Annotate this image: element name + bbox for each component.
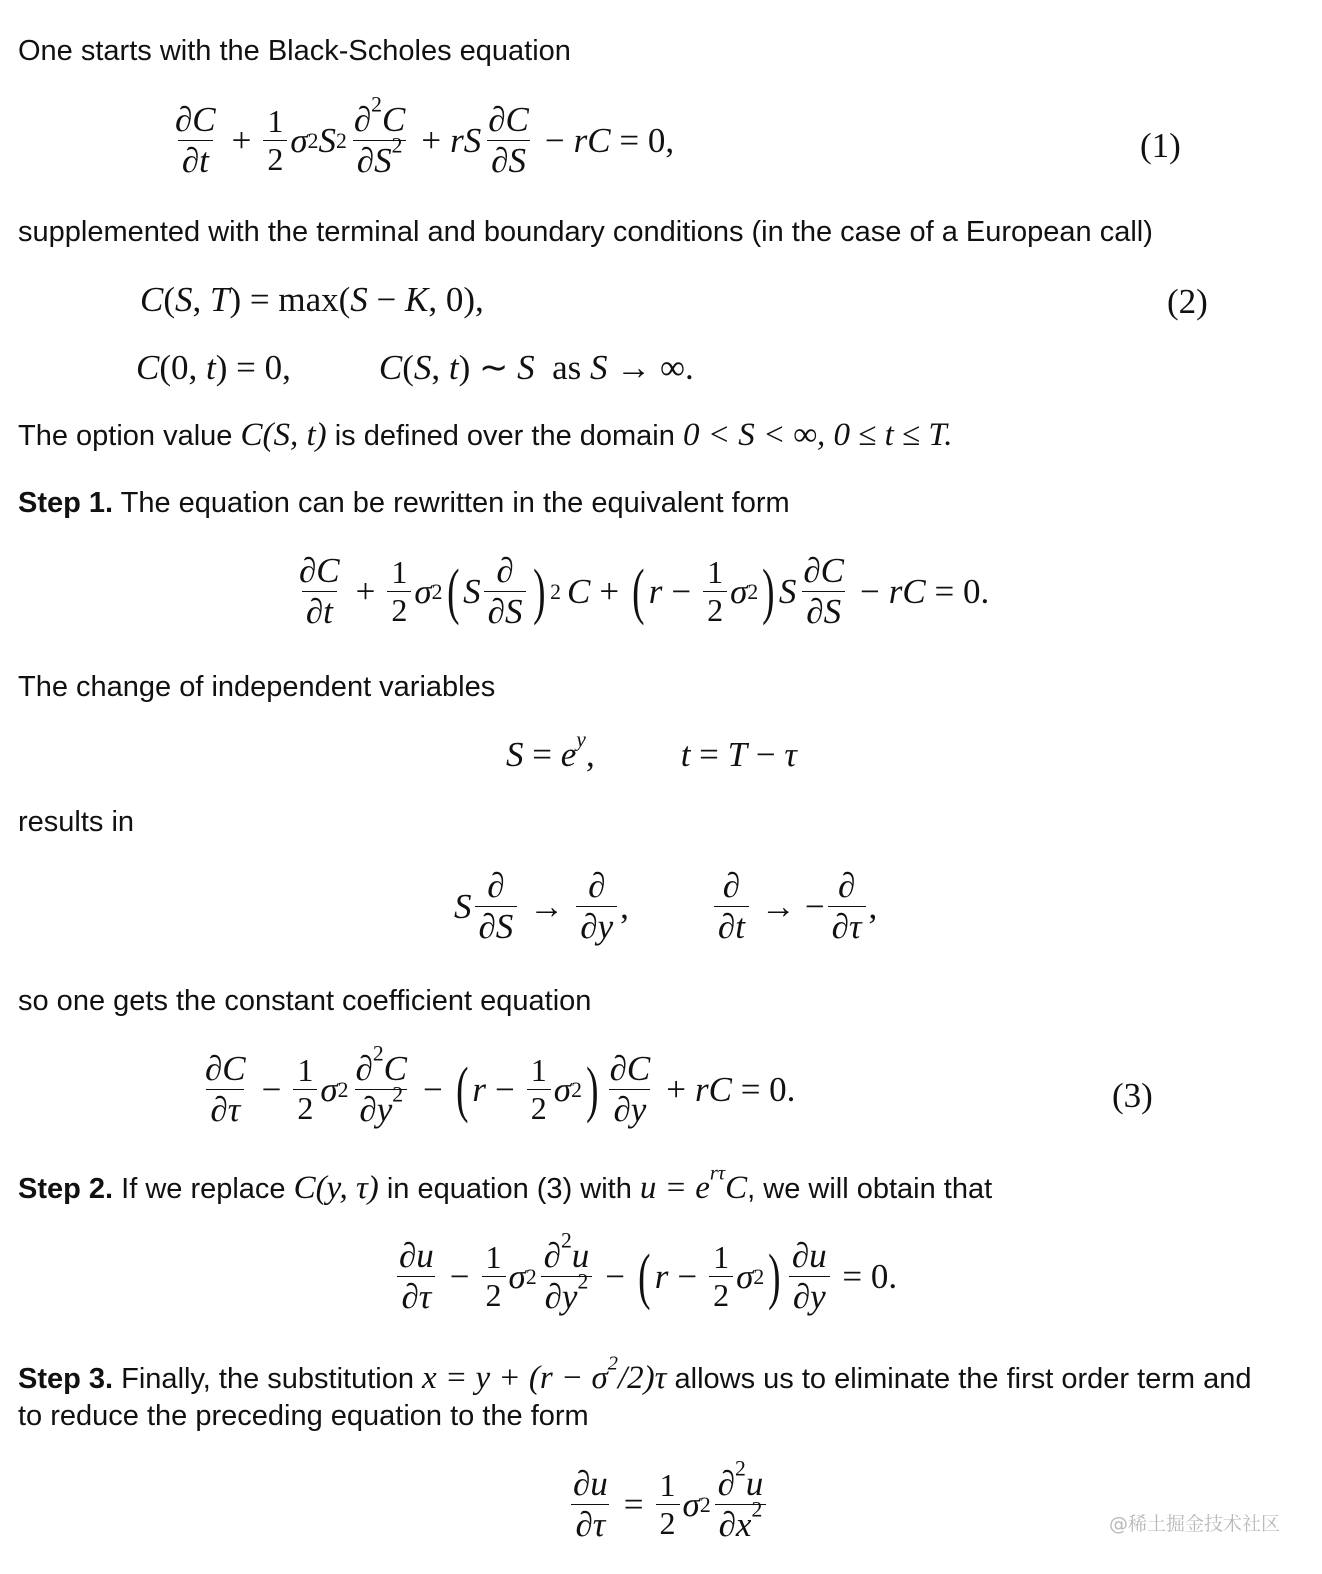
equation-heat: $\frac{\partial u}{\partial\tau}$ = $\frac{1}{2}$ σ 2 ∂$^2$u $\partial x^2$: [566, 1464, 770, 1546]
option-value-part1: The option value: [18, 420, 241, 452]
supplemented-text: supplemented with the terminal and boundary conditions (in the case of a European call): [18, 216, 1153, 248]
equation-2-boundary: C(0, t) = 0, C(S, t) ∼ S as S → ∞.: [136, 348, 694, 387]
step2-text: [18, 1162, 993, 1207]
step2-body-2: in equation (3) with: [378, 1173, 640, 1205]
equation-operator-map: S ∂ ∂S → ∂ ∂y , ∂ ∂t → − ∂ ∂τ ,: [454, 866, 878, 947]
step1-body: The equation can be rewritten in the equivalent form: [113, 487, 790, 519]
step3-line2: to reduce the preceding equation to the form: [18, 1400, 589, 1432]
step2-math-2-base: u = e: [639, 1170, 710, 1206]
option-value-text: [18, 417, 953, 454]
step2-body-3: , we will obtain that: [747, 1173, 993, 1205]
change-vars-text: The change of independent variables: [18, 671, 496, 703]
equation-number-3: (3): [1112, 1076, 1153, 1115]
equation-number-2: (2): [1167, 282, 1208, 321]
so-one-gets-text: so one gets the constant coefficient equation: [18, 985, 592, 1017]
intro-text: One starts with the Black-Scholes equation: [18, 35, 571, 67]
step3-math-base: x = y + (r − σ: [422, 1360, 608, 1396]
step3-text: [18, 1352, 1252, 1397]
results-in-text: results in: [18, 806, 135, 838]
option-value-part2: is defined over the domain: [326, 420, 683, 452]
option-value-math: C(S, t): [240, 417, 327, 453]
step3-body-1: Finally, the substitution: [113, 1363, 423, 1395]
step3-math: [422, 1352, 667, 1396]
step2-math-1: C(y, τ): [293, 1170, 379, 1206]
step3-math-end: /2)τ: [617, 1360, 667, 1396]
step2-math-2-sup: rτ: [709, 1162, 726, 1185]
step1-text: [18, 485, 790, 521]
step3-math-sup: 2: [607, 1352, 618, 1375]
step3-label: Step 3.: [18, 1363, 114, 1395]
watermark: @稀土掘金技术社区: [1108, 1513, 1280, 1535]
equation-number-1: (1): [1140, 126, 1181, 165]
equation-step1: ∂C ∂t + $\frac{1}{2}$ σ 2 ( S ∂ ∂S ) 2 C + ( r − $\frac{1}{2}$ σ 2 ) S ∂C ∂S − rC = 0.: [299, 551, 990, 632]
step1-label: Step 1.: [18, 487, 114, 519]
step3-body-2: allows us to eliminate the first order term and: [666, 1363, 1252, 1395]
step2-math-2: [639, 1162, 748, 1206]
equation-change-vars: $S = e^y$, t = T − τ: [506, 727, 797, 774]
step2-label: Step 2.: [18, 1173, 114, 1205]
equation-1: ∂C ∂t + $\frac{1}{2}$ σ 2 S 2 ∂$^2$C $\partial S^2$ + rS ∂C ∂S − rC = 0,: [175, 92, 675, 181]
step2-body-1: If we replace: [113, 1173, 294, 1205]
equation-2-terminal: C(S, T) = max(S − K, 0),: [140, 280, 484, 319]
domain-math: 0 < S < ∞, 0 ≤ t ≤ T.: [682, 417, 953, 453]
step2-math-2-end: C: [725, 1170, 748, 1206]
equation-step2: ∂u ∂τ − $\frac{1}{2}$ σ 2 ∂$^2$u $\partial y^2$ − ( r − $\frac{1}{2}$ σ 2 ) ∂u ∂y = 0.: [399, 1228, 898, 1317]
equation-3: ∂C ∂τ − $\frac{1}{2}$ σ 2 ∂$^2$C $\partial y^2$ − ( r − $\frac{1}{2}$ σ 2 ) ∂C ∂y + rC = 0.: [205, 1041, 796, 1130]
